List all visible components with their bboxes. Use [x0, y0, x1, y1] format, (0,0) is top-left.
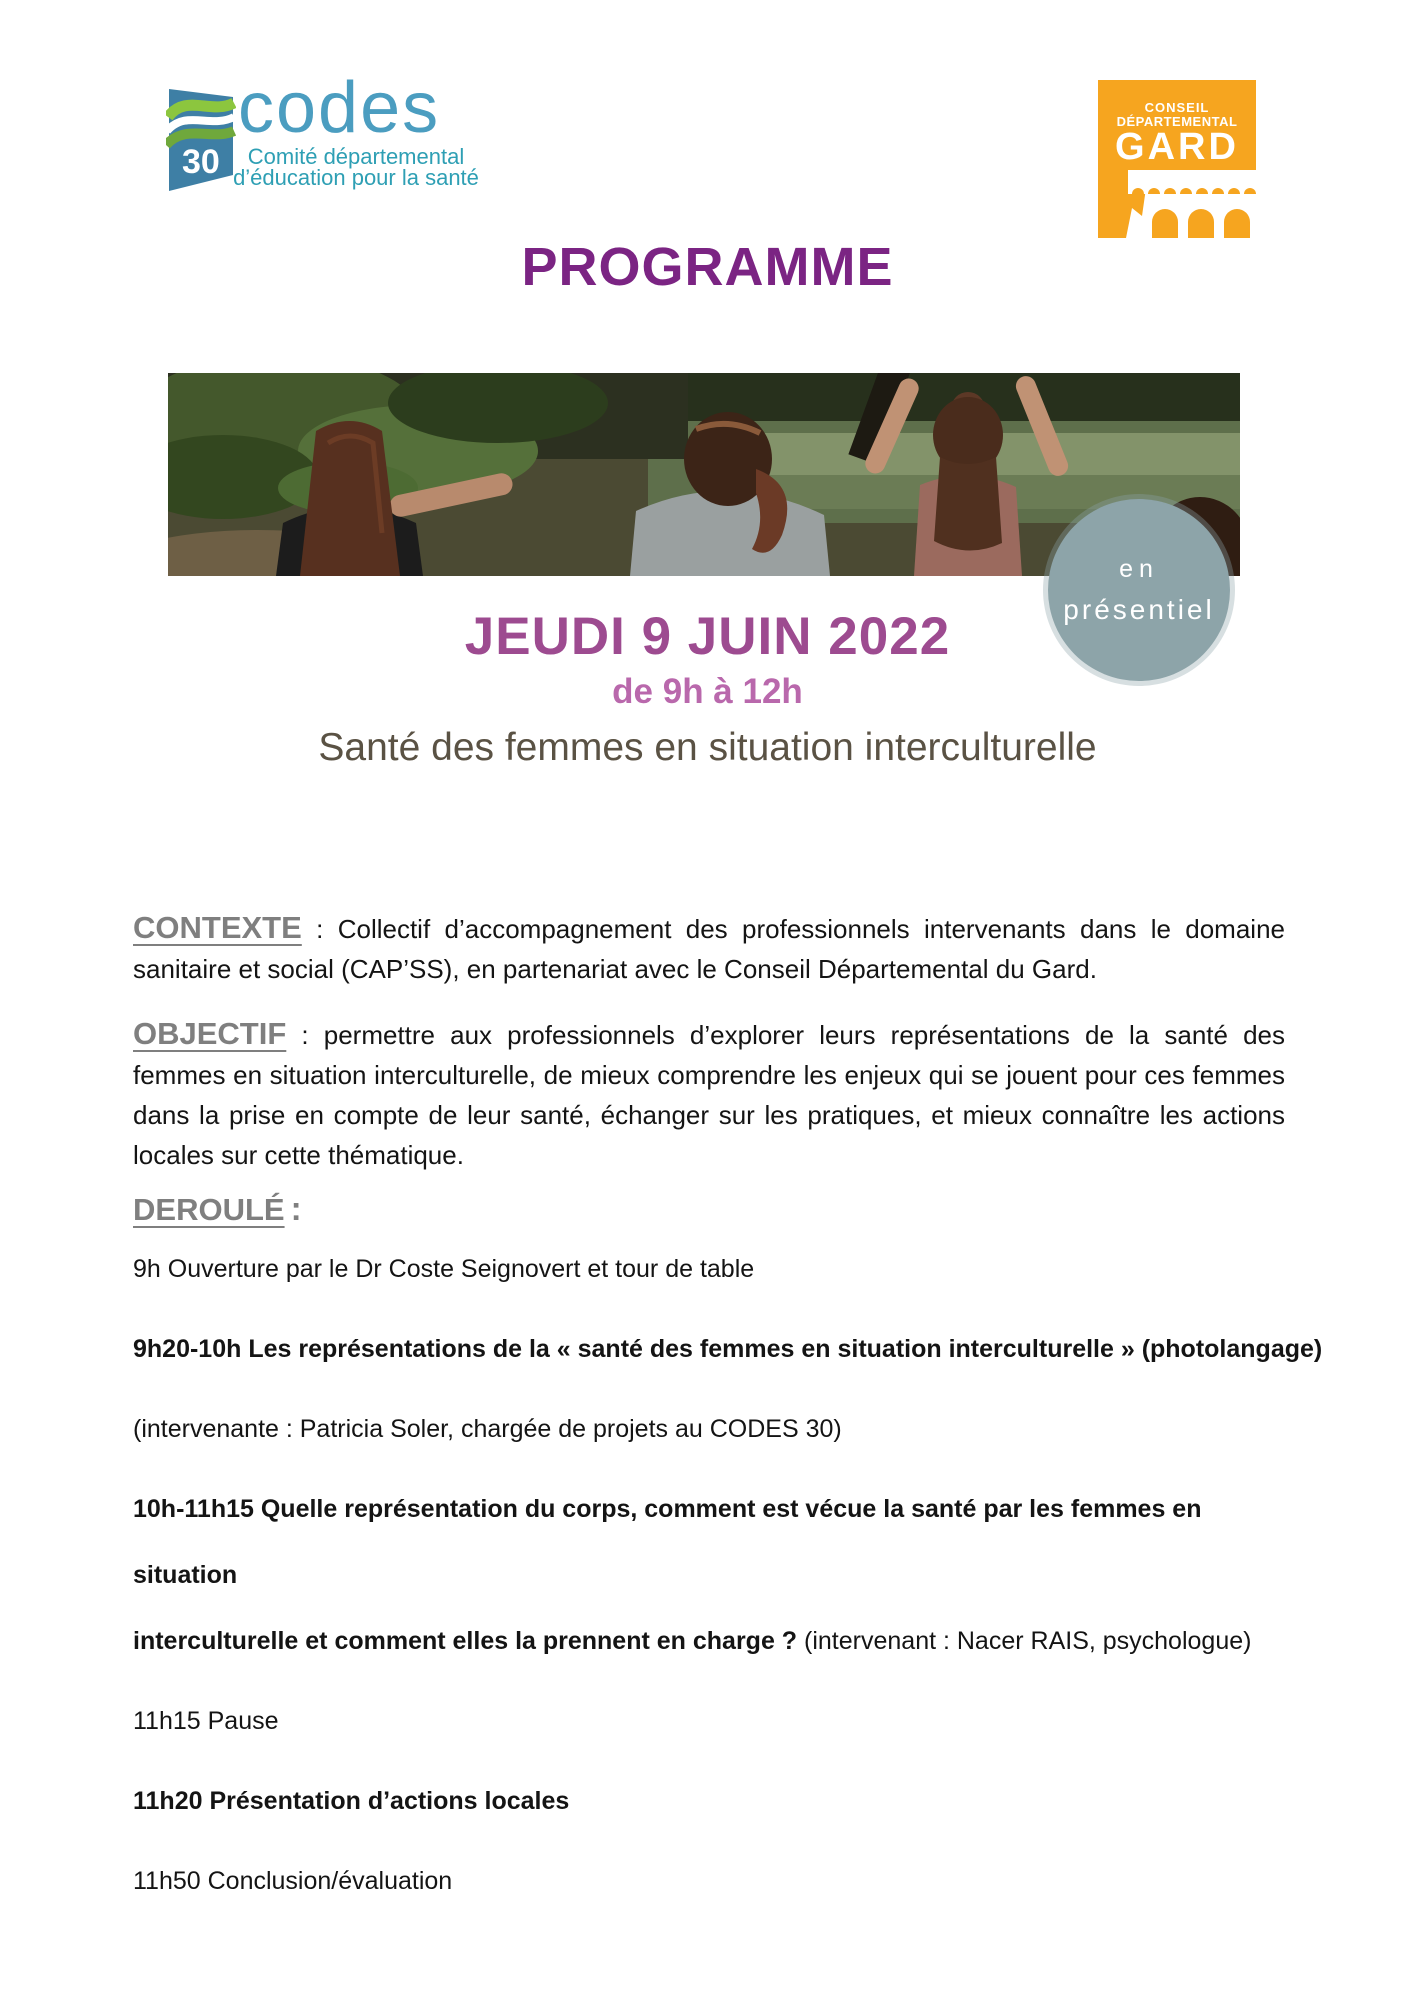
objectif-label: OBJECTIF — [133, 1016, 287, 1051]
contexte-text: Collectif d’accompagnement des professionnels intervenants dans le domaine sanitaire et social (CAP’SS), en partenariat avec le Conseil Départemental du Gard. — [133, 914, 1286, 984]
codes-logo-wordmark: codes — [238, 68, 441, 148]
gard-logo-line1: CONSEIL — [1144, 100, 1210, 115]
event-time: de 9h à 12h — [612, 672, 803, 711]
gard-logo-name: GARD — [1115, 126, 1239, 168]
event-subtitle: Santé des femmes en situation interculturelle — [318, 726, 1097, 769]
codes-logo-subtitle-line2: d’éducation pour la santé — [233, 165, 479, 190]
objectif-separator: : — [286, 1020, 324, 1050]
codes-logo — [166, 68, 479, 194]
schedule-item-pause: 11h15 Pause — [133, 1707, 279, 1735]
schedule-item-corps — [133, 1476, 1293, 1674]
gard-logo-line2: DÉPARTEMENTAL — [1116, 114, 1238, 129]
section-objectif — [133, 1014, 1285, 1175]
schedule-list — [133, 1236, 1323, 1928]
deroule-colon: : — [290, 1190, 302, 1227]
objectif-text: permettre aux professionnels d’explorer leurs représentations de la santé des femmes en situation interculturelle, de mieux comprendre les enjeux qui se jouent pour ces femmes dans la prise en compte de leur santé, échanger sur les pratiques, et mieux connaître les actions locales sur cette thématique. — [133, 1020, 1285, 1170]
event-date-title: JEUDI 9 JUIN 2022 — [464, 607, 951, 666]
schedule-item-ouverture: 9h Ouverture par le Dr Coste Seignovert et tour de table — [133, 1255, 755, 1283]
deroule-label: DEROULÉ — [133, 1192, 285, 1227]
codes-logo-subtitle-line1: Comité départemental — [247, 144, 465, 169]
gard-logo — [1098, 80, 1256, 238]
contexte-separator: : — [301, 914, 338, 944]
schedule-item-actions-locales: 11h20 Présentation d’actions locales — [133, 1787, 570, 1815]
page-title: PROGRAMME — [521, 237, 894, 297]
schedule-item-conclusion: 11h50 Conclusion/évaluation — [133, 1867, 453, 1895]
contexte-label: CONTEXTE — [133, 910, 302, 945]
codes-logo-number: 30 — [182, 143, 220, 181]
presence-badge-line2: présentiel — [1063, 593, 1215, 625]
codes-logo-subtitle — [226, 146, 486, 188]
schedule-item-corps-line2: interculturelle et comment elles la prennent en charge ? — [133, 1627, 798, 1655]
schedule-item-corps-speaker: (intervenant : Nacer RAIS, psychologue) — [797, 1627, 1252, 1655]
section-deroule-heading — [133, 1190, 302, 1228]
schedule-item-corps-line1: 10h-11h15 Quelle représentation du corps, comment est vécue la santé par les femmes en situation — [133, 1495, 1202, 1589]
schedule-item-representations: 9h20-10h Les représentations de la « santé des femmes en situation interculturelle » (photolangage) — [133, 1335, 1323, 1363]
section-contexte — [133, 908, 1285, 989]
presence-badge-line1: en — [1119, 554, 1159, 583]
schedule-item-intervenante: (intervenante : Patricia Soler, chargée de projets au CODES 30) — [133, 1415, 842, 1443]
